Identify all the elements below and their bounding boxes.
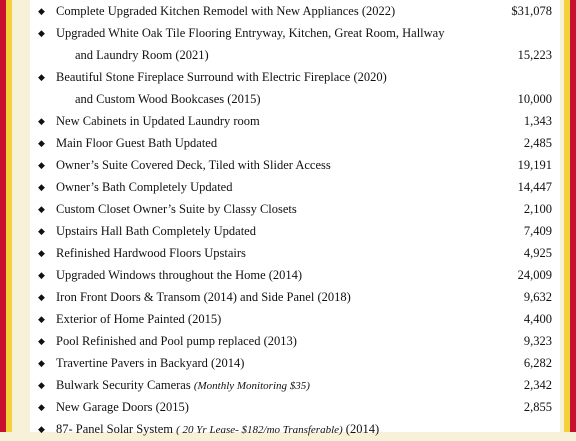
list-item (30, 176, 560, 198)
item-amount: $31,078 (511, 4, 552, 18)
item-description: Custom Closet Owner’s Suite by Classy Closets (56, 202, 297, 216)
diamond-bullet-icon: ◆ (38, 138, 45, 148)
list-item (30, 220, 560, 242)
diamond-bullet-icon: ◆ (38, 424, 45, 434)
list-item-continuation (30, 44, 560, 66)
diamond-bullet-icon: ◆ (38, 226, 45, 236)
diamond-bullet-icon: ◆ (38, 248, 45, 258)
item-amount: 9,632 (523, 290, 552, 304)
item-description (56, 396, 189, 418)
diamond-bullet-icon: ◆ (38, 402, 45, 412)
diamond-bullet-icon: ◆ (38, 270, 45, 280)
item-description: Complete Upgraded Kitchen Remodel with New Appliances (2022) (56, 4, 396, 18)
list-item (30, 330, 560, 352)
item-note: (Monthly Monitoring $35) (193, 380, 310, 392)
diamond-bullet-icon: ◆ (38, 314, 45, 324)
list-item (30, 396, 560, 418)
diamond-bullet-icon: ◆ (38, 72, 45, 82)
item-description-continued: and Laundry Room (2021) (75, 48, 209, 62)
item-description: Pool Refinished and Pool pump replaced (2013) (56, 334, 297, 348)
diamond-bullet-icon: ◆ (38, 28, 45, 38)
diamond-bullet-icon: ◆ (38, 204, 45, 214)
diamond-bullet-icon: ◆ (38, 6, 45, 16)
item-description: Upgraded Windows throughout the Home (2014) (56, 268, 303, 282)
item-amount: 9,323 (523, 334, 552, 348)
item-description: Owner’s Suite Covered Deck, Tiled with Slider Access (56, 158, 331, 172)
item-title: Bulwark Security Cameras (56, 378, 191, 392)
list-item (30, 374, 560, 396)
item-description: Exterior of Home Painted (2015) (56, 312, 222, 326)
item-description (56, 418, 379, 441)
item-amount: 2,100 (523, 202, 552, 216)
item-title: 87- Panel Solar System (56, 422, 174, 436)
item-description: Upgraded White Oak Tile Flooring Entryway, Kitchen, Great Room, Hallway (56, 26, 445, 40)
item-amount: 2,485 (523, 136, 552, 150)
list-item (30, 0, 560, 22)
item-description: Refinished Hardwood Floors Upstairs (56, 246, 246, 260)
list-item (30, 132, 560, 154)
list-item (30, 154, 560, 176)
item-amount: 10,000 (517, 92, 552, 106)
item-amount: 6,282 (523, 356, 552, 370)
item-description-continued: and Custom Wood Bookcases (2015) (75, 92, 261, 106)
diamond-bullet-icon: ◆ (38, 358, 45, 368)
item-amount: 24,009 (517, 268, 552, 282)
item-description (56, 374, 310, 397)
list-item (30, 110, 560, 132)
diamond-bullet-icon: ◆ (38, 116, 45, 126)
item-title: New Garage Doors (2015) (56, 400, 189, 414)
diamond-bullet-icon: ◆ (38, 182, 45, 192)
list-item (30, 22, 560, 44)
item-description: Upstairs Hall Bath Completely Updated (56, 224, 256, 238)
item-description: Beautiful Stone Fireplace Surround with Electric Fireplace (2020) (56, 70, 387, 84)
diamond-bullet-icon: ◆ (38, 380, 45, 390)
item-amount: 7,409 (523, 224, 552, 238)
item-amount: 4,925 (523, 246, 552, 260)
item-description: Owner’s Bath Completely Updated (56, 180, 233, 194)
item-amount: 1,343 (523, 114, 552, 128)
item-amount: 19,191 (517, 158, 552, 172)
item-amount: 2,342 (523, 378, 552, 392)
item-description: Iron Front Doors & Transom (2014) and Side Panel (2018) (56, 290, 351, 304)
item-description: Main Floor Guest Bath Updated (56, 136, 218, 150)
list-item (30, 242, 560, 264)
list-item (30, 418, 560, 440)
item-amount: 15,223 (517, 48, 552, 62)
item-amount: 2,855 (523, 400, 552, 414)
list-item (30, 286, 560, 308)
list-item (30, 198, 560, 220)
item-note: ( 20 Yr Lease- $182/mo Transferable) (176, 424, 343, 436)
document-page (30, 0, 560, 436)
diamond-bullet-icon: ◆ (38, 160, 45, 170)
list-item (30, 66, 560, 88)
item-description: Travertine Pavers in Backyard (2014) (56, 356, 245, 370)
item-description: New Cabinets in Updated Laundry room (56, 114, 260, 128)
list-item (30, 264, 560, 286)
diamond-bullet-icon: ◆ (38, 336, 45, 346)
list-item-continuation (30, 88, 560, 110)
diamond-bullet-icon: ◆ (38, 292, 45, 302)
list-item (30, 308, 560, 330)
item-year: (2014) (345, 422, 380, 436)
item-amount: 4,400 (523, 312, 552, 326)
item-amount: 14,447 (517, 180, 552, 194)
list-item (30, 352, 560, 374)
